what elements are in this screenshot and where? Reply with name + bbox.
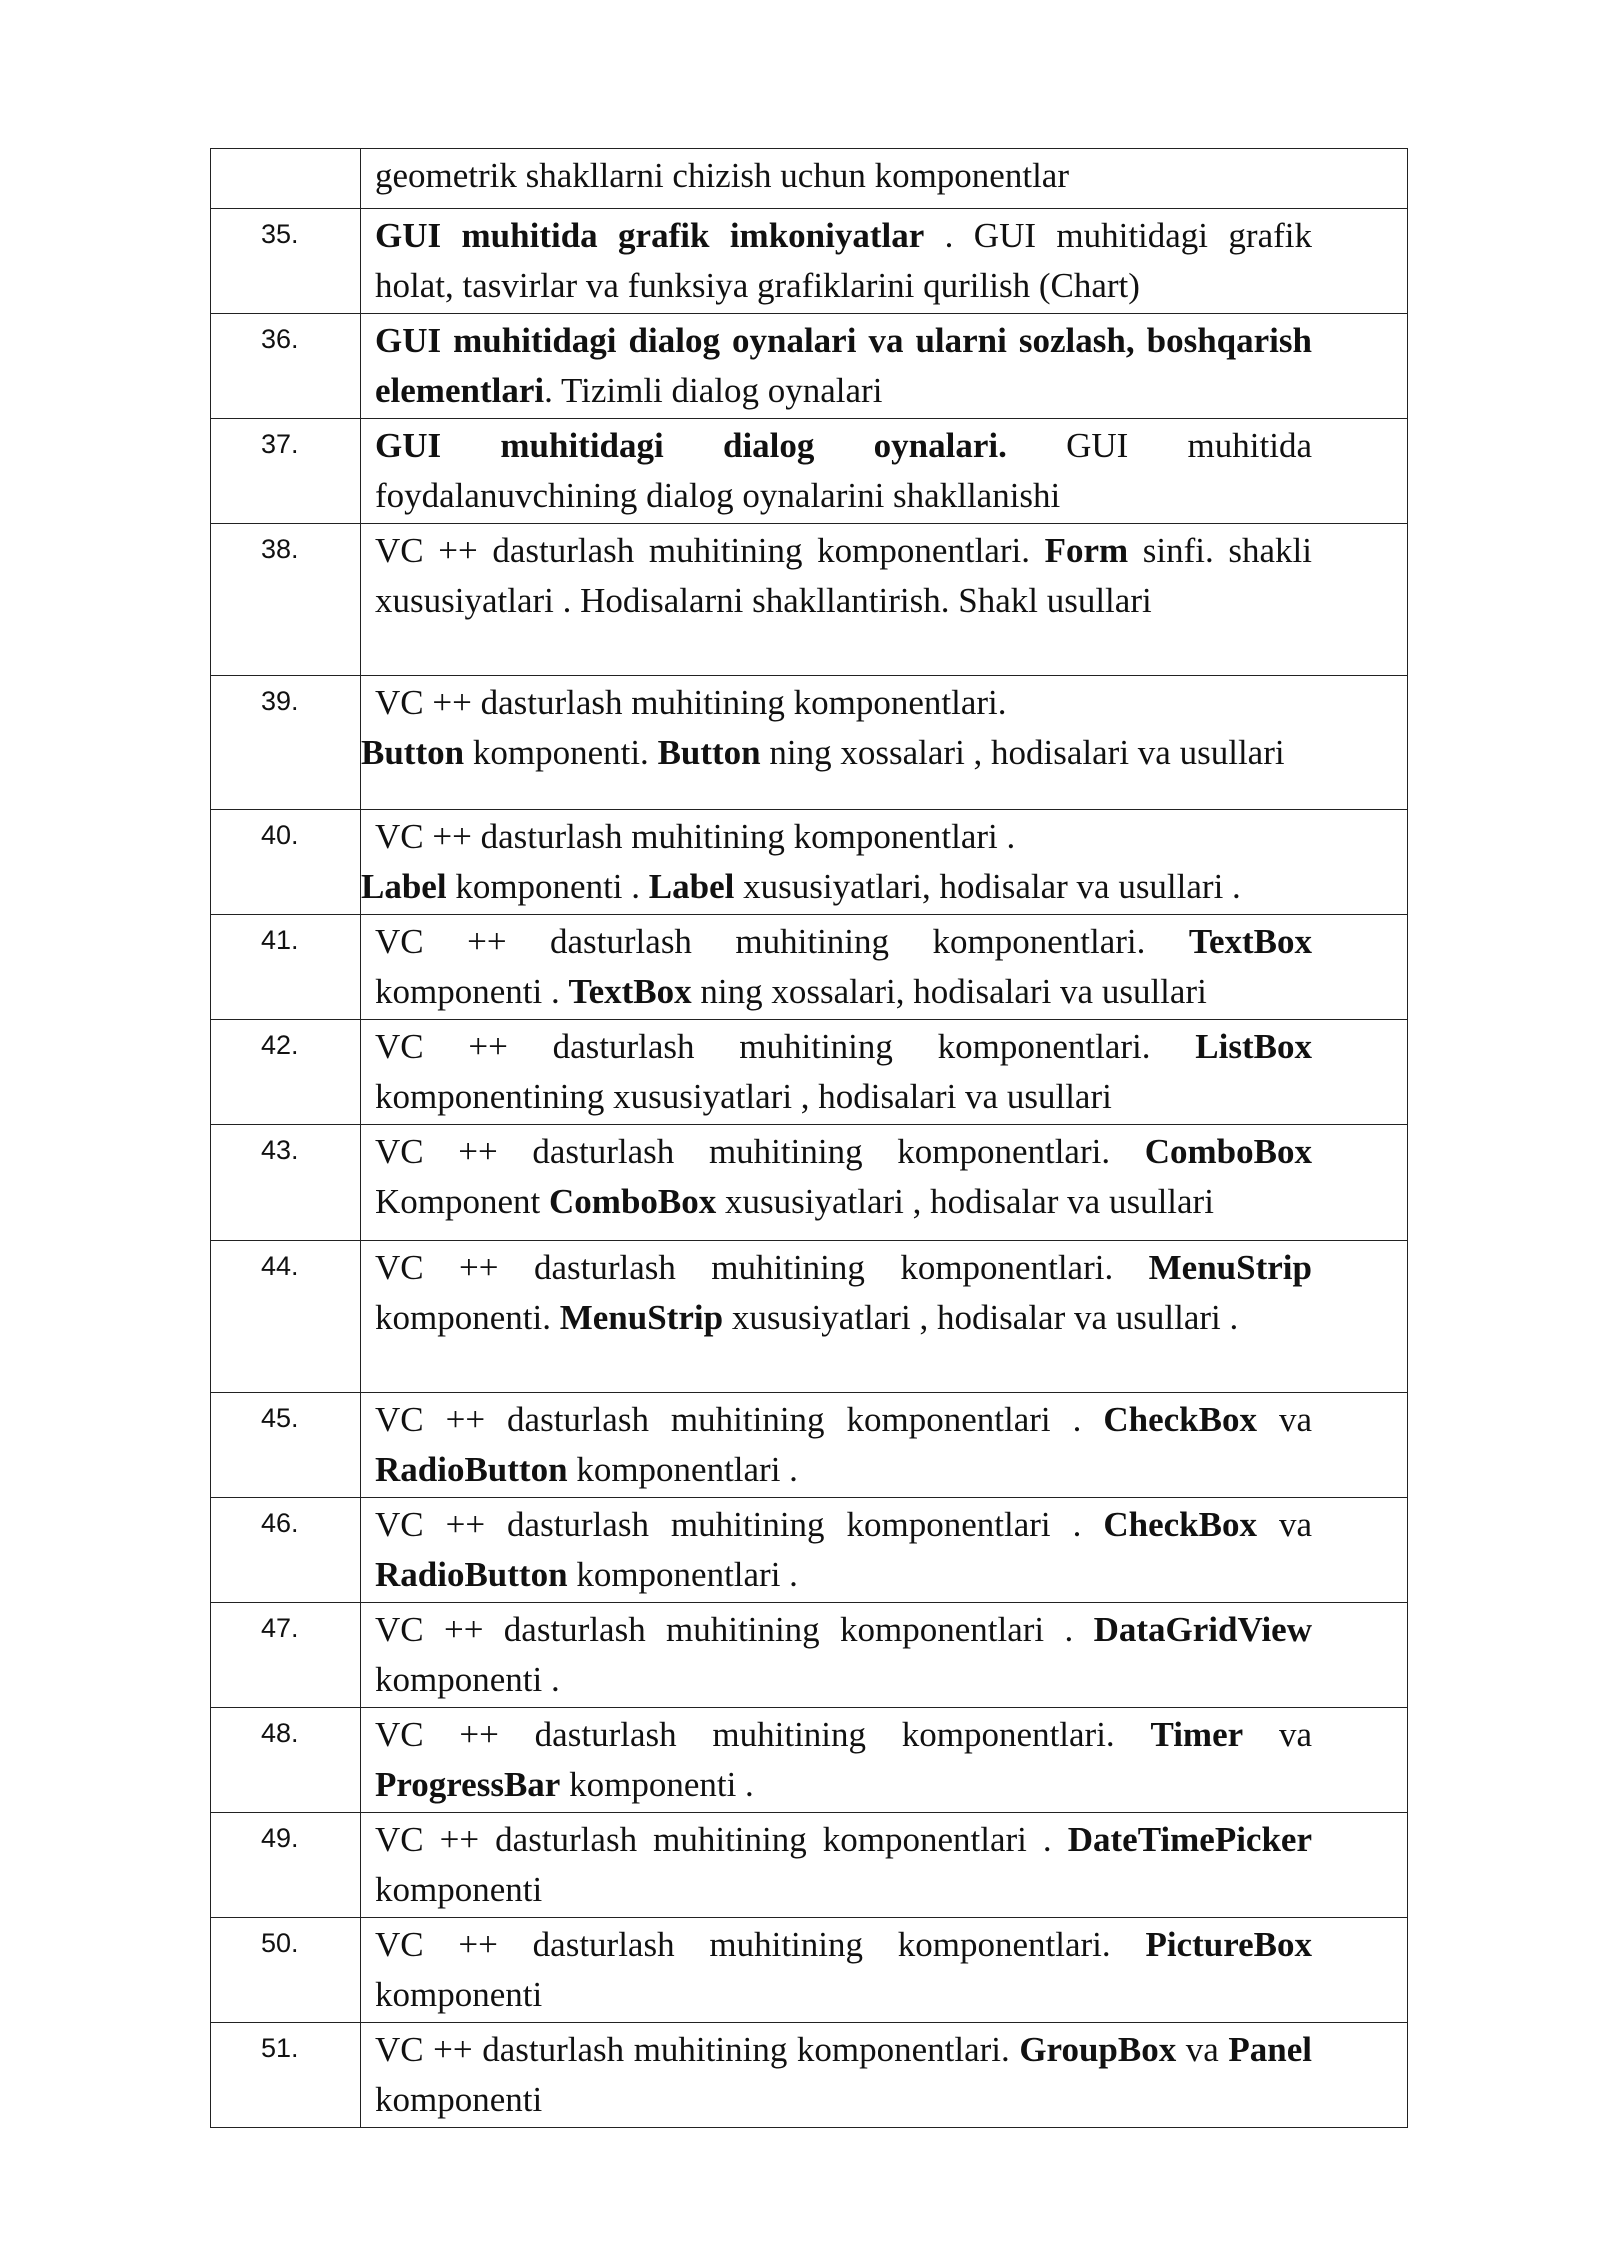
topic-number: 46. — [211, 1498, 361, 1603]
topic-title-line: VC ++ dasturlash muhitining komponentlari . — [375, 817, 1016, 856]
topic-title — [361, 810, 1408, 915]
bold-term: TextBox — [1188, 922, 1312, 961]
bold-term: RadioButton — [375, 1555, 568, 1594]
topic-title — [361, 209, 1408, 314]
topic-text: xususiyatlari , hodisalar va usullari — [716, 1182, 1214, 1221]
table-row — [211, 209, 1408, 314]
topic-text: . Tizimli dialog oynalari — [544, 371, 883, 410]
topic-number: 49. — [211, 1813, 361, 1918]
bold-term: CheckBox — [1103, 1505, 1257, 1544]
table-row — [211, 1918, 1408, 2023]
bold-term: DateTimePicker — [1067, 1820, 1312, 1859]
topic-title-line — [361, 862, 1312, 912]
bold-term: Label — [361, 867, 447, 906]
table-row — [211, 149, 1408, 209]
topic-text: va — [1256, 1400, 1312, 1439]
topic-number: 39. — [211, 676, 361, 810]
topic-title — [361, 1241, 1408, 1393]
table-row — [211, 1708, 1408, 1813]
topic-title — [361, 1393, 1408, 1498]
topic-title — [361, 676, 1408, 810]
bold-term: GUI muhitida grafik imkoniyatlar — [375, 216, 925, 255]
topic-title-line: VC ++ dasturlash muhitining komponentlari. — [375, 683, 1007, 722]
topic-text: komponenti. — [375, 1298, 560, 1337]
topic-text: VC ++ dasturlash muhitining komponentlari . — [375, 1820, 1068, 1859]
topic-text: va — [1176, 2030, 1229, 2069]
topic-title — [361, 1603, 1408, 1708]
table-row — [211, 1393, 1408, 1498]
topic-number: 37. — [211, 419, 361, 524]
topic-text: ning xossalari, hodisalari va usullari — [691, 972, 1207, 1011]
topic-number: 44. — [211, 1241, 361, 1393]
topic-title — [361, 419, 1408, 524]
table-row — [211, 1020, 1408, 1125]
table-row — [211, 1241, 1408, 1393]
table-row — [211, 419, 1408, 524]
topic-text: VC ++ dasturlash muhitining komponentlari. — [375, 2030, 1020, 2069]
bold-term: MenuStrip — [559, 1298, 724, 1337]
topic-title — [361, 1020, 1408, 1125]
bold-term: GUI muhitidagi dialog oynalari va ularni sozlash, boshqarish elementlari — [375, 321, 1312, 410]
topic-number: 50. — [211, 1918, 361, 2023]
topic-text: Komponent — [375, 1182, 550, 1221]
topic-title — [361, 2023, 1408, 2128]
topic-number: 43. — [211, 1125, 361, 1241]
topic-text: komponenti . — [446, 867, 649, 906]
topic-title — [361, 1708, 1408, 1813]
table-row — [211, 915, 1408, 1020]
topic-text: geometrik shakllarni chizish uchun komponentlar — [375, 156, 1069, 195]
topic-text: VC ++ dasturlash muhitining komponentlari. — [375, 1715, 1151, 1754]
table-row — [211, 1125, 1408, 1241]
topic-title — [361, 1918, 1408, 2023]
bold-term: Button — [657, 733, 761, 772]
bold-term: Timer — [1150, 1715, 1244, 1754]
table-row — [211, 1813, 1408, 1918]
topics-table — [210, 148, 1408, 2128]
topic-text: komponenti. — [464, 733, 658, 772]
table-row — [211, 314, 1408, 419]
topic-title — [361, 524, 1408, 676]
topic-title-line — [361, 728, 1312, 778]
topic-text: VC ++ dasturlash muhitining komponentlari . — [375, 1400, 1104, 1439]
topic-text: VC ++ dasturlash muhitining komponentlari . — [375, 1505, 1104, 1544]
topic-text: GUI muhitida foydalanuvchining dialog oynalarini shakllanishi — [375, 426, 1312, 515]
topic-number: 42. — [211, 1020, 361, 1125]
topic-text: va — [1256, 1505, 1312, 1544]
topic-text: komponenti . — [560, 1765, 754, 1804]
topic-title — [361, 1498, 1408, 1603]
topic-text: sinfi. shakli xususiyatlari . Hodisalarni shakllantirish. Shakl usullari — [375, 531, 1313, 620]
topic-text: komponenti . — [375, 1660, 560, 1699]
bold-term: ComboBox — [1144, 1132, 1312, 1171]
topic-text: komponentining xususiyatlari , hodisalari va usullari — [375, 1077, 1112, 1116]
topic-text: komponenti . — [375, 972, 569, 1011]
topic-title — [361, 915, 1408, 1020]
topic-title — [361, 314, 1408, 419]
topic-text: va — [1243, 1715, 1312, 1754]
bold-term: GroupBox — [1019, 2030, 1177, 2069]
topic-text: xususiyatlari, hodisalar va usullari . — [734, 867, 1241, 906]
topic-text: VC ++ dasturlash muhitining komponentlari . — [375, 1610, 1094, 1649]
topic-number: 47. — [211, 1603, 361, 1708]
bold-term: DataGridView — [1093, 1610, 1312, 1649]
topic-text: komponenti — [375, 1870, 543, 1909]
bold-term: ComboBox — [549, 1182, 717, 1221]
topic-text: VC ++ dasturlash muhitining komponentlari. — [375, 922, 1189, 961]
bold-term: GUI muhitidagi dialog oynalari. — [375, 426, 1007, 465]
table-row — [211, 1498, 1408, 1603]
topic-title — [361, 149, 1408, 209]
topic-text: xususiyatlari , hodisalar va usullari . — [723, 1298, 1239, 1337]
topic-number: 45. — [211, 1393, 361, 1498]
bold-term: Form — [1044, 531, 1129, 570]
topic-text: VC ++ dasturlash muhitining komponentlari. — [375, 1132, 1145, 1171]
topic-text: VC ++ dasturlash muhitining komponentlari. — [375, 1248, 1149, 1287]
bold-term: CheckBox — [1103, 1400, 1257, 1439]
bold-term: ListBox — [1195, 1027, 1312, 1066]
table-row — [211, 810, 1408, 915]
topic-number: 40. — [211, 810, 361, 915]
bold-term: RadioButton — [375, 1450, 568, 1489]
topic-number — [211, 149, 361, 209]
topic-text: ning xossalari , hodisalari va usullari — [760, 733, 1285, 772]
topic-text: komponenti — [375, 1975, 543, 2014]
table-row — [211, 524, 1408, 676]
topic-number: 51. — [211, 2023, 361, 2128]
topic-text: komponentlari . — [567, 1450, 798, 1489]
topic-text: komponenti — [375, 2080, 543, 2119]
bold-term: Button — [361, 733, 465, 772]
topic-number: 35. — [211, 209, 361, 314]
topic-number: 41. — [211, 915, 361, 1020]
topic-text: VC ++ dasturlash muhitining komponentlari. — [375, 1027, 1196, 1066]
table-row — [211, 1603, 1408, 1708]
topic-title — [361, 1125, 1408, 1241]
topic-number: 36. — [211, 314, 361, 419]
bold-term: Label — [648, 867, 735, 906]
bold-term: PictureBox — [1145, 1925, 1312, 1964]
topic-text: komponentlari . — [567, 1555, 798, 1594]
table-row — [211, 2023, 1408, 2128]
topic-text: VC ++ dasturlash muhitining komponentlari. — [375, 531, 1045, 570]
document-page — [210, 148, 1408, 2128]
topic-text: . GUI muhitidagi grafik holat, tasvirlar va funksiya grafiklarini qurilish (Chart) — [375, 216, 1312, 305]
bold-term: TextBox — [568, 972, 692, 1011]
topic-number: 48. — [211, 1708, 361, 1813]
topic-title — [361, 1813, 1408, 1918]
table-row — [211, 676, 1408, 810]
topic-number: 38. — [211, 524, 361, 676]
bold-term: ProgressBar — [375, 1765, 561, 1804]
bold-term: Panel — [1228, 2030, 1312, 2069]
topics-table-body — [211, 149, 1408, 2128]
bold-term: MenuStrip — [1148, 1248, 1312, 1287]
topic-text: VC ++ dasturlash muhitining komponentlari. — [375, 1925, 1146, 1964]
